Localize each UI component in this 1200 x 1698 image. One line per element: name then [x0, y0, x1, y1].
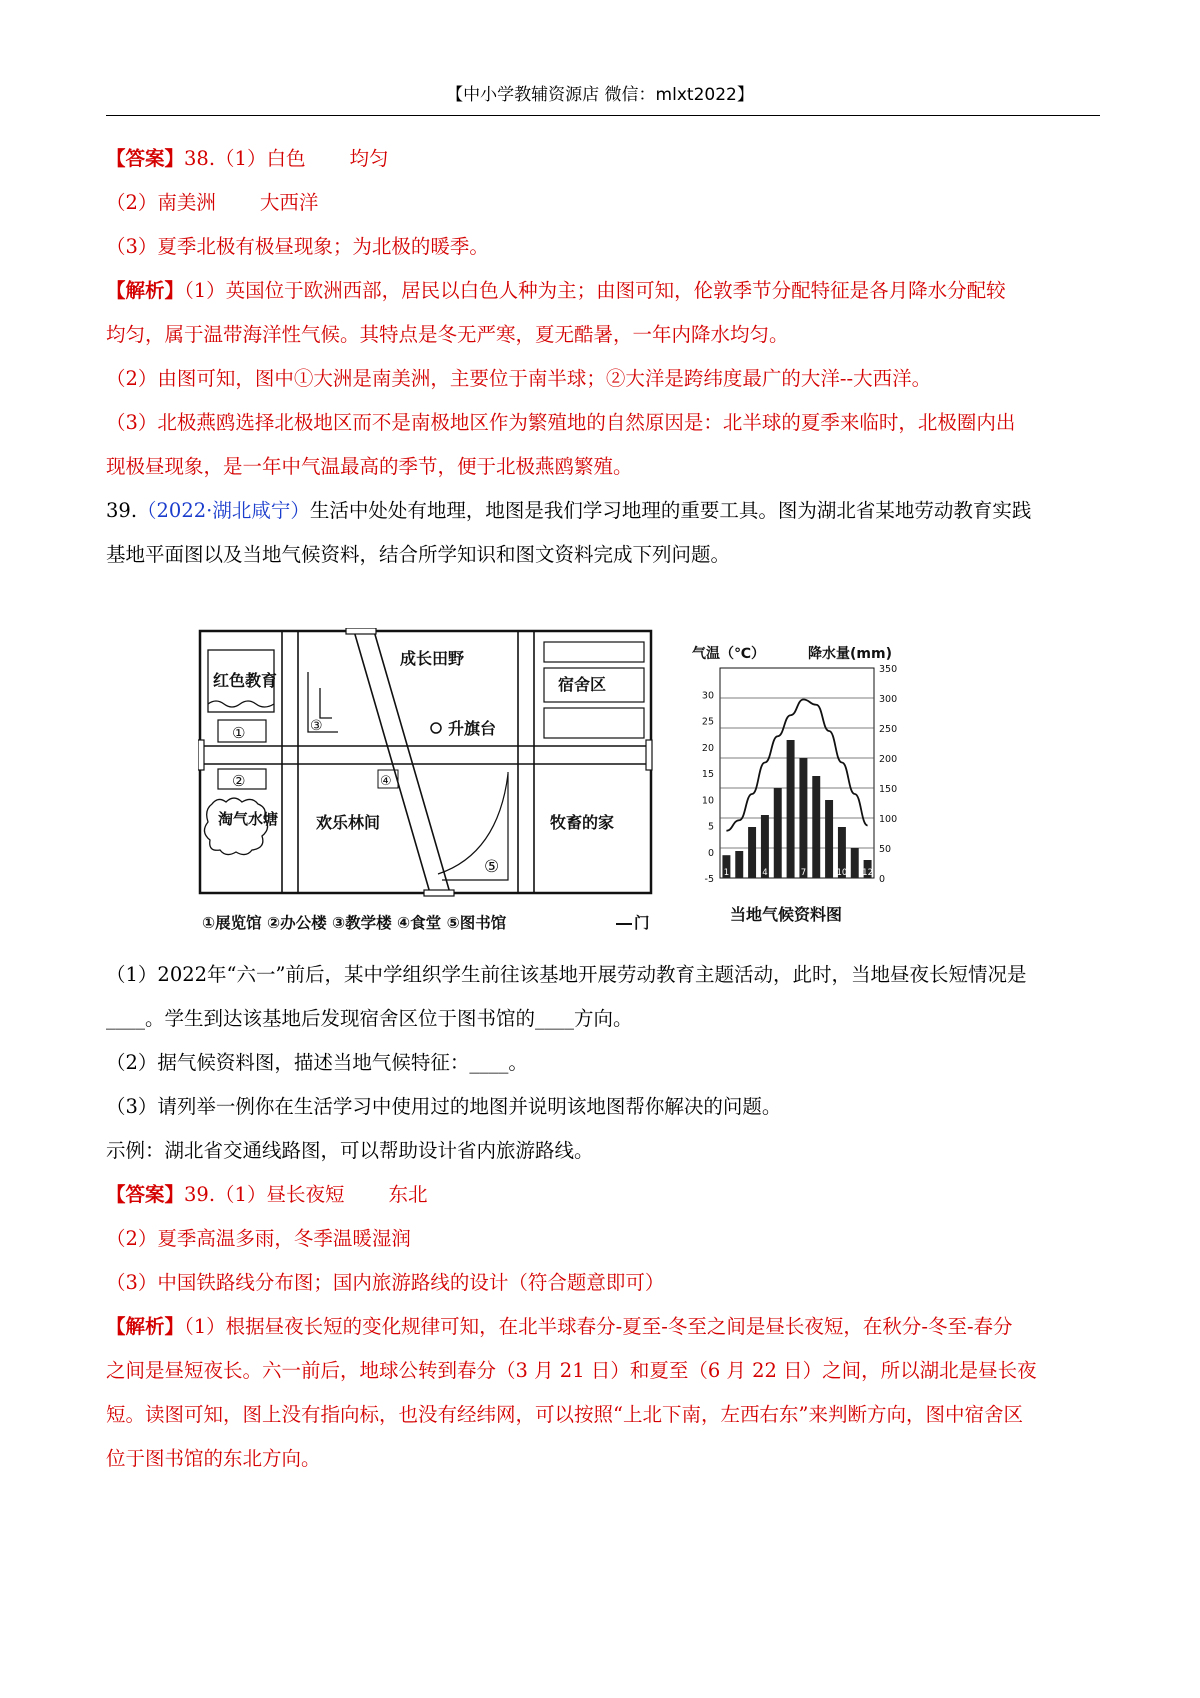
- q39-analysis-text1: （1）根据昼夜长短的变化规律可知，在北半球春分-夏至-冬至之间是昼长夜短，在秋分-冬至-春分: [184, 1315, 1013, 1338]
- left-tick-label: 5: [707, 821, 714, 833]
- right-tick-label: 300: [879, 694, 898, 705]
- q38-answer-line2: [106, 190, 1100, 216]
- marker-4: ④: [380, 774, 392, 789]
- q38-analysis-line2: 均匀，属于温带海洋性气候。其特点是冬无严寒，夏无酷暑，一年内降水均匀。: [106, 323, 789, 346]
- q39-analysis-line3: 短。读图可知，图上没有指向标，也没有经纬网，可以按照“上北下南，左西右东”来判断方向，图中宿舍区: [106, 1403, 1023, 1426]
- q39-question1-line1: （1）2022年“六一”前后，某中学组织学生前往该基地开展劳动教育主题活动，此时，当地昼夜长短情况是: [106, 963, 1027, 986]
- analysis-tag: 【解析】: [106, 1315, 185, 1338]
- left-tick-label: 20: [701, 742, 714, 754]
- precip-bar: [774, 788, 782, 878]
- right-tick-label: 50: [879, 844, 892, 855]
- region-happy-forest: 欢乐林间: [316, 813, 381, 832]
- temperature-line: [726, 700, 867, 831]
- x-tick-label: 12: [862, 868, 873, 878]
- precip-bar: [799, 758, 807, 878]
- q39-question2: （2）据气候资料图，描述当地气候特征：____。: [106, 1051, 528, 1074]
- q39-answer-line2: （2）夏季高温多雨，冬季温暖湿润: [106, 1227, 411, 1250]
- region-red-education: 红色教育: [213, 671, 278, 690]
- q39-analysis-line1: [106, 1314, 1100, 1340]
- left-tick-label: 0: [707, 847, 714, 859]
- chart-right-ticks: [879, 664, 897, 885]
- right-tick-label: 200: [879, 754, 898, 765]
- precip-bar: [787, 740, 795, 878]
- chart-caption: 当地气候资料图: [730, 905, 843, 924]
- q39-stem-line2: 基地平面图以及当地气候资料，结合所学知识和图文资料完成下列问题。: [106, 543, 731, 566]
- map-legend-door: 门: [634, 914, 650, 932]
- q38-answer-2b: 大西洋: [259, 191, 319, 214]
- q39-answer-num: 39.: [184, 1183, 216, 1206]
- chart-grid: [720, 698, 874, 848]
- x-tick-label: 1: [723, 868, 730, 878]
- right-tick-label: 0: [879, 874, 886, 885]
- q39-figure: [198, 628, 988, 943]
- map-legend: ①展览馆 ②办公楼 ③教学楼 ④食堂 ⑤图书馆: [202, 914, 507, 932]
- marker-1: ①: [232, 724, 246, 742]
- header-rule: [106, 115, 1100, 116]
- q38-analysis-text1: （1）英国位于欧洲西部，居民以白色人种为主；由图可知，伦敦季节分配特征是各月降水分配较: [184, 279, 1006, 302]
- precip-bar: [735, 851, 743, 878]
- q39-analysis-line4: 位于图书馆的东北方向。: [106, 1447, 321, 1470]
- region-pond: [218, 810, 278, 828]
- base-map: [198, 628, 652, 932]
- q39-answer-line3: （3）中国铁路线分布图；国内旅游路线的设计（符合题意即可）: [106, 1271, 665, 1294]
- marker-3: ③: [310, 718, 323, 734]
- figure-svg: [198, 628, 988, 943]
- chart-left-axis-label: 气温（℃）: [692, 646, 765, 662]
- left-tick-label: 10: [701, 795, 714, 807]
- q38-analysis-line1: [106, 278, 1100, 304]
- x-tick-label: 7: [800, 868, 807, 878]
- x-tick-label: 10: [836, 868, 848, 878]
- q38-analysis-line3: （2）由图可知，图中①大洲是南美洲，主要位于南半球；②大洋是跨纬度最广的大洋--大西洋。: [106, 367, 932, 390]
- q38-answer-num: 38.: [184, 147, 216, 170]
- pond-label: 淘气水塘: [218, 810, 279, 828]
- page-header: 【中小学教辅资源店 微信：mlxt2022】: [446, 85, 754, 105]
- q38-answer-1a: （1）白色: [215, 147, 306, 170]
- gate-icon: [346, 628, 376, 634]
- chart-right-axis-label: 降水量(mm): [808, 646, 892, 662]
- marker-5: ⑤: [484, 857, 500, 877]
- left-tick-label: 30: [701, 690, 714, 702]
- q38-answer-line1: [106, 146, 1100, 172]
- q39-number: 39.: [106, 499, 138, 522]
- q38-answer-2a: （2）南美洲: [106, 191, 216, 214]
- right-tick-label: 350: [879, 664, 898, 675]
- precip-bar: [748, 827, 756, 878]
- q39-answer-1b: 东北: [388, 1183, 428, 1206]
- answer-tag: 【答案】: [106, 147, 185, 170]
- left-tick-label: 25: [701, 716, 714, 728]
- q39-question1-line2: ____。学生到达该基地后发现宿舍区位于图书馆的____方向。: [106, 1007, 633, 1030]
- region-growth-field: 成长田野: [400, 649, 465, 668]
- q39-example: 示例：湖北省交通线路图，可以帮助设计省内旅游路线。: [106, 1139, 594, 1162]
- x-tick-label: 4: [762, 868, 768, 878]
- q38-answer-1b: 均匀: [349, 147, 389, 170]
- q38-answer-line3: （3）夏季北极有极昼现象；为北极的暖季。: [106, 235, 489, 258]
- q39-stem-text1: 生活中处处有地理，地图是我们学习地理的重要工具。图为湖北省某地劳动教育实践: [309, 499, 1032, 522]
- q39-question3: （3）请列举一例你在生活学习中使用过的地图并说明该地图帮你解决的问题。: [106, 1095, 782, 1118]
- region-livestock-home: 牧畜的家: [550, 813, 615, 832]
- region-flag-platform: 升旗台: [448, 719, 497, 738]
- precip-bar: [812, 776, 820, 878]
- gate-icon: [424, 890, 454, 896]
- right-tick-label: 250: [879, 724, 898, 735]
- q38-analysis-line5: 现极昼现象，是一年中气温最高的季节，便于北极燕鸥繁殖。: [106, 455, 633, 478]
- marker-2: ②: [232, 772, 246, 790]
- q39-stem-line1: [106, 498, 1100, 524]
- climate-chart: [692, 645, 897, 924]
- right-tick-label: 100: [879, 814, 898, 825]
- chart-left-ticks: [702, 690, 714, 885]
- q39-answer-1a: （1）昼长夜短: [215, 1183, 345, 1206]
- left-tick-label: -5: [704, 874, 714, 885]
- precip-bar: [851, 848, 859, 878]
- chart-x-ticks: [724, 868, 873, 878]
- region-dormitory: 宿舍区: [558, 675, 607, 694]
- answer-tag: 【答案】: [106, 1183, 185, 1206]
- q39-source: （2022·湖北咸宁）: [137, 499, 310, 522]
- chart-plot-area: [720, 668, 874, 878]
- q39-analysis-line2: 之间是昼短夜长。六一前后，地球公转到春分（3 月 21 日）和夏至（6 月 22 日）之间，所以湖北是昼长夜: [106, 1359, 1037, 1382]
- gate-icon: [646, 740, 652, 770]
- gate-icon: [198, 740, 204, 770]
- analysis-tag: 【解析】: [106, 279, 185, 302]
- q39-answer-line1: [106, 1182, 1100, 1208]
- q38-analysis-line4: （3）北极燕鸥选择北极地区而不是南极地区作为繁殖地的自然原因是：北半球的夏季来临时，北极圈内出: [106, 411, 1016, 434]
- right-tick-label: 150: [879, 784, 898, 795]
- precip-bar: [825, 800, 833, 878]
- left-tick-label: 15: [701, 769, 714, 780]
